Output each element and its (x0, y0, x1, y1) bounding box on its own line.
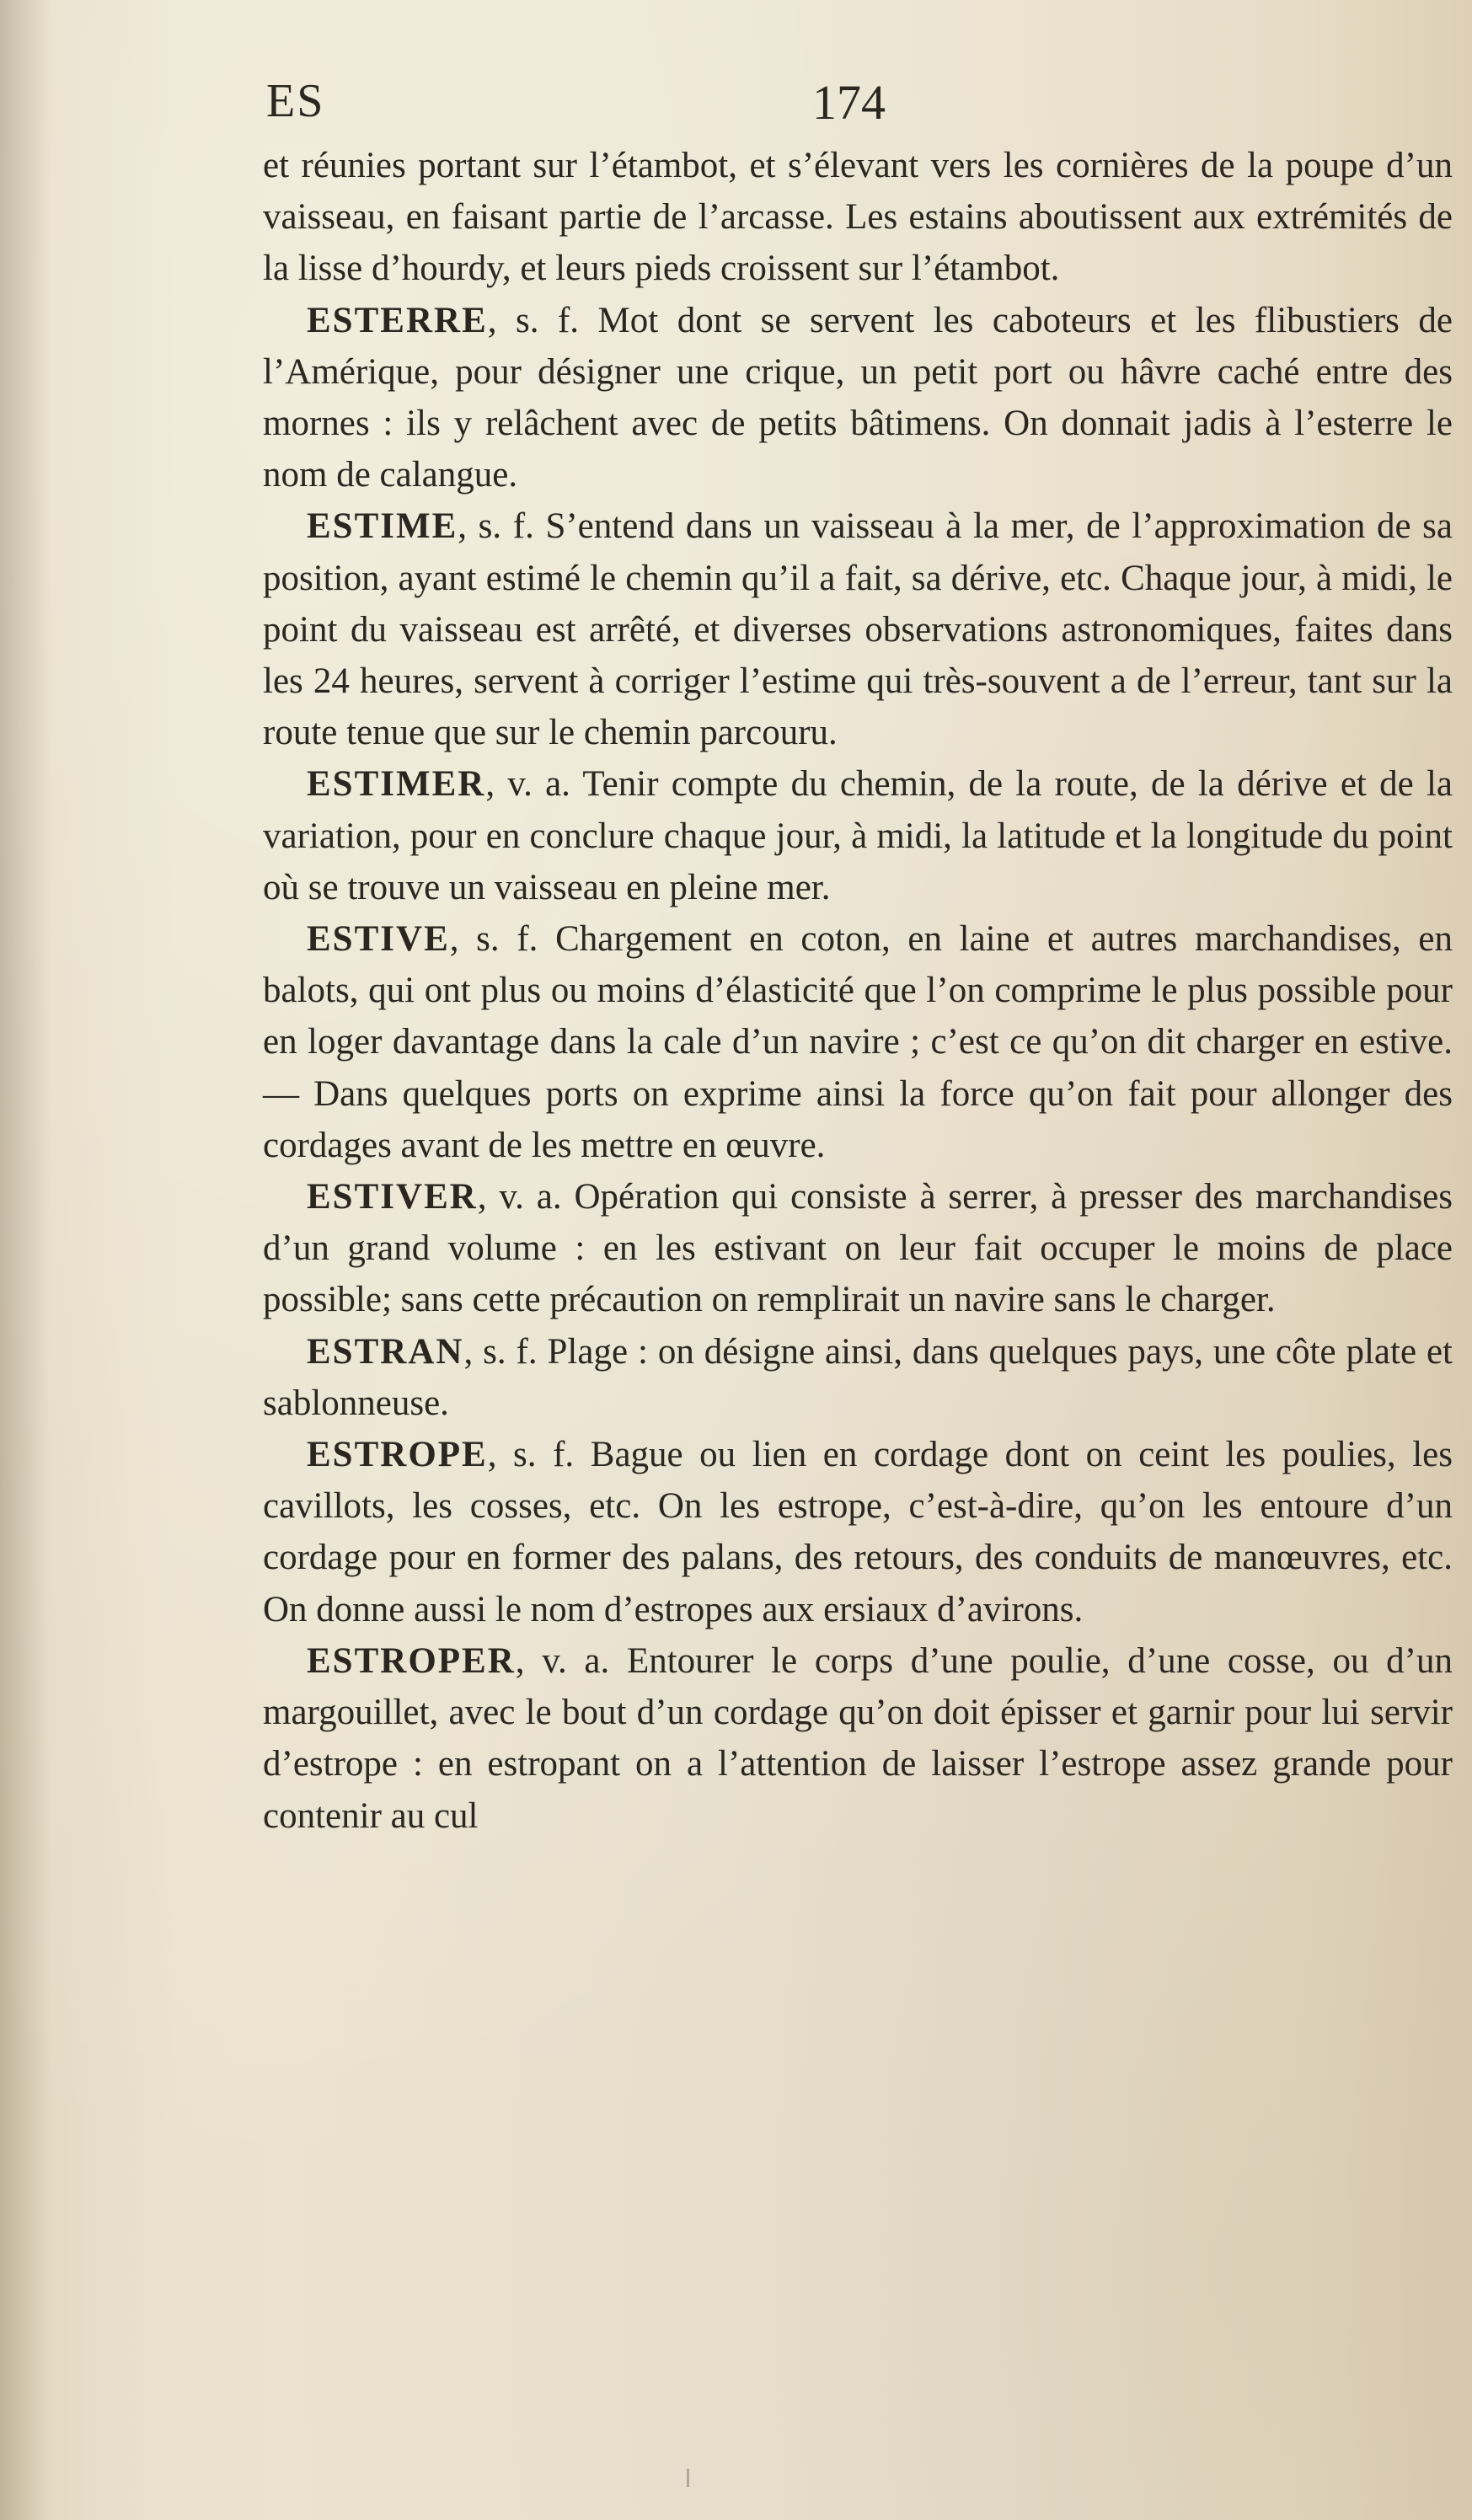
entry-text: , s. f. Plage : on désigne ainsi, dans quelques pays, une côte plate et sablonneuse. (263, 1331, 1453, 1423)
paper-mark (687, 2469, 689, 2487)
entry-estran (263, 1326, 1453, 1429)
entry-estime (263, 500, 1453, 758)
entry-text: , s. f. Chargement en coton, en laine et autres marchandises, en balots, qui ont plus ou moins d’élasticité que l’on comprime le plus possible pour en loger davantage dans la cale d’un navire ; c’est ce qu’on dit charger en estive. — Dans quelques ports on exprime ainsi la force qu’on fait pour allonger des cordages avant de les mettre en œuvre. (263, 919, 1453, 1165)
entry-estroper (263, 1635, 1453, 1842)
entry-estrope (263, 1429, 1453, 1635)
headword: ESTERRE (307, 300, 488, 340)
entry-text: , s. f. Bague ou lien en cordage dont on ceint les poulies, les cavillots, les cosses, etc. On les estrope, c’est-à-dire, qu’on les entoure d’un cordage pour en former des palans, des retours, des conduits de manœuvres, etc. On donne aussi le nom d’estropes aux ersiaux d’avirons. (263, 1435, 1453, 1629)
entry-text: , v. a. Opération qui consiste à serrer, à presser des marchandises d’un grand volume : en les estivant on leur fait occuper le moins de place possible; sans cette précaution on remplirait un navire sans le charger. (263, 1177, 1453, 1320)
entry-esterre (263, 295, 1453, 501)
entry-continuation (263, 140, 1453, 295)
headword: ESTIVER (307, 1177, 478, 1217)
headword: ESTIMER (307, 764, 486, 805)
headword: ESTIVE (307, 919, 450, 960)
entry-estive (263, 913, 1453, 1171)
entry-estiver (263, 1171, 1453, 1326)
entry-text: , s. f. S’entend dans un vaisseau à la mer, de l’approximation de sa position, ayant estimé le chemin qu’il a fait, sa dérive, etc. Chaque jour, à midi, le point du vaisseau est arrêté, et diverses observations astronomiques, faites dans les 24 heures, servent à corriger l’estime qui très-souvent a de l’erreur, tant sur la route tenue que sur le chemin parcouru. (263, 506, 1453, 753)
headword: ESTROPE (307, 1435, 488, 1475)
entry-text: , v. a. Entourer le corps d’une poulie, d’une cosse, ou d’un margouillet, avec le bout d’un cordage qu’on doit épisser et garnir pour lui servir d’estrope : en estropant on a l’attention de laisser l’estrope assez grande pour contenir au cul (263, 1640, 1453, 1836)
headword: ESTRAN (307, 1331, 464, 1372)
headword: ESTIME (307, 506, 458, 547)
entry-text: et réunies portant sur l’étambot, et s’élevant vers les cornières de la poupe d’un vaisseau, en faisant partie de l’arcasse. Les estains aboutissent aux extrémités de la lisse d’hourdy, et leurs pieds croissent sur l’étambot. (263, 146, 1453, 289)
page-number: 174 (812, 75, 886, 130)
spine-shadow (0, 0, 51, 2520)
dictionary-text (263, 140, 1453, 1842)
entry-text: , s. f. Mot dont se servent les caboteurs et les flibustiers de l’Amérique, pour désigner une crique, un petit port ou hâvre caché entre des mornes : ils y relâchent avec de petits bâtimens. On donnait jadis à l’esterre le nom de calangue. (263, 300, 1453, 495)
entry-estimer (263, 758, 1453, 913)
running-head: ES (266, 75, 325, 127)
page-header (266, 74, 1463, 142)
entry-text: , v. a. Tenir compte du chemin, de la route, de la dérive et de la variation, pour en conclure chaque jour, à midi, la latitude et la longitude du point où se trouve un vaisseau en pleine mer. (263, 764, 1453, 907)
headword: ESTROPER (307, 1640, 516, 1681)
